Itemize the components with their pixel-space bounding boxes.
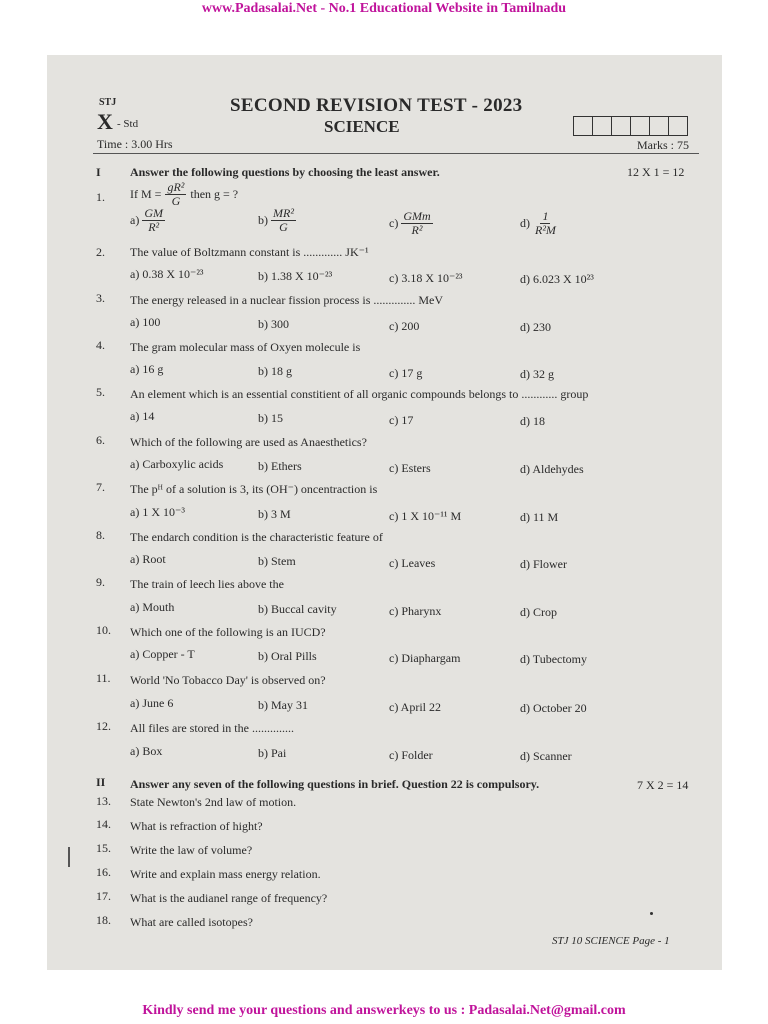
option-a: a) Carboxylic acids (130, 457, 224, 471)
question-text: The endarch condition is the characteristic feature of (130, 530, 383, 544)
option-b: b) 1.38 X 10⁻²³ (258, 269, 333, 283)
question-number: 2. (96, 245, 105, 259)
question-text: The energy released in a nuclear fission process is .............. MeV (130, 293, 444, 307)
question-number: 12. (96, 719, 111, 733)
option-c: c) 17 g (389, 366, 423, 380)
section1-marks: 12 X 1 = 12 (627, 165, 685, 179)
top-banner: www.Padasalai.Net - No.1 Educational Website in Tamilnadu (201, 1, 567, 16)
page-footer-tag: STJ 10 SCIENCE Page - 1 (552, 935, 670, 947)
roll-number-boxes (573, 116, 688, 136)
max-marks: Marks : 75 (637, 138, 689, 152)
question-number: 15. (96, 841, 111, 855)
q1-option-d (520, 210, 558, 237)
q1-a-fraction (142, 207, 165, 234)
question-text: World 'No Tobacco Day' is observed on? (130, 673, 326, 687)
question-text: The train of leech lies above the (130, 577, 284, 591)
option-a: a) Box (130, 744, 163, 758)
question-text: Which one of the following is an IUCD? (130, 625, 326, 639)
section2-marks: 7 X 2 = 14 (637, 778, 689, 792)
q1-b-den: G (279, 220, 288, 234)
option-d: d) Tubectomy (520, 652, 588, 666)
option-d: d) 11 M (520, 510, 559, 524)
question-text: Write the law of volume? (130, 843, 253, 857)
section2-number: II (96, 775, 106, 789)
question-number: 9. (96, 575, 105, 589)
option-c: c) April 22 (389, 700, 441, 714)
option-d: d) 6.023 X 10²³ (520, 272, 594, 286)
ink-speck (650, 912, 653, 915)
q1-d-den: R²M (535, 223, 556, 237)
option-c: c) Diaphargam (389, 651, 461, 665)
section1-number: I (96, 165, 101, 179)
q1-c-fraction (401, 210, 432, 237)
q1-a-den: R² (148, 220, 160, 234)
option-b: b) 15 (258, 411, 283, 425)
section1-instruction: Answer the following questions by choosing the least answer. (130, 165, 440, 179)
option-d: d) Aldehydes (520, 462, 584, 476)
q1-b-num: MR² (273, 206, 294, 220)
question-number: 14. (96, 817, 111, 831)
question-number: 16. (96, 865, 111, 879)
q1-post: then g = ? (190, 187, 239, 201)
option-a: a) 100 (130, 315, 161, 329)
question-text: What is the audianel range of frequency? (130, 891, 328, 905)
q1-b-label: b) (258, 213, 268, 227)
q1-a-num: GM (144, 206, 163, 220)
question-number: 6. (96, 433, 105, 447)
option-d: d) 18 (520, 414, 545, 428)
option-b: b) Ethers (258, 459, 302, 473)
q1-frac-num: gR² (167, 180, 185, 194)
margin-mark (68, 847, 70, 867)
q1-frac-den: G (171, 194, 181, 208)
header-divider (93, 153, 699, 154)
option-c: c) 1 X 10⁻¹¹ M (389, 509, 462, 523)
option-b: b) Oral Pills (258, 649, 317, 663)
question-number: 10. (96, 623, 111, 637)
question-number: 13. (96, 794, 111, 808)
exam-paper (47, 55, 722, 970)
q1-d-num: 1 (542, 209, 549, 223)
question-number: 3. (96, 291, 105, 305)
question-number: 17. (96, 889, 111, 903)
q1-number: 1. (96, 190, 105, 204)
paper-code: STJ (99, 97, 117, 108)
option-d: d) Scanner (520, 749, 572, 763)
option-b: b) 3 M (258, 507, 291, 521)
question-text: The pᴴ of a solution is 3, its (OH⁻) oncentraction is (130, 482, 378, 496)
question-number: 5. (96, 385, 105, 399)
question-number: 8. (96, 528, 105, 542)
option-b: b) Stem (258, 554, 296, 568)
q1-a-label: a) (130, 213, 140, 227)
time-duration: Time : 3.00 Hrs (97, 137, 173, 151)
option-a: a) 14 (130, 409, 155, 423)
option-c: c) 200 (389, 319, 420, 333)
option-a: a) 16 g (130, 362, 164, 376)
option-a: a) Copper - T (130, 647, 195, 661)
option-a: a) 1 X 10⁻³ (130, 505, 185, 519)
option-d: d) Flower (520, 557, 567, 571)
q1-d-label: d) (520, 216, 530, 230)
option-a: a) Mouth (130, 600, 175, 614)
q1-c-num: GMm (403, 209, 431, 223)
q1-c-label: c) (389, 216, 399, 230)
q1-stem (130, 181, 238, 208)
section2-instruction: Answer any seven of the following questions in brief. Question 22 is compulsory. (130, 777, 540, 791)
option-c: c) 17 (389, 413, 414, 427)
option-a: a) 0.38 X 10⁻²³ (130, 267, 204, 281)
q1-b-fraction (271, 207, 296, 234)
question-text: Write and explain mass energy relation. (130, 867, 321, 881)
question-text: State Newton's 2nd law of motion. (130, 795, 297, 809)
question-text: All files are stored in the .............. (130, 721, 294, 735)
option-d: d) Crop (520, 605, 557, 619)
standard-big: X (97, 109, 113, 134)
option-c: c) Esters (389, 461, 431, 475)
question-text: What is refraction of hight? (130, 819, 263, 833)
standard-small: - Std (117, 118, 139, 130)
option-c: c) Folder (389, 748, 433, 762)
q1-option-a (130, 207, 165, 234)
q1-option-c (389, 210, 433, 237)
question-text: An element which is an essential constitient of all organic compounds belongs to ............ group (130, 387, 589, 401)
question-text: What are called isotopes? (130, 915, 253, 929)
q1-option-b (258, 207, 296, 234)
option-d: d) 32 g (520, 367, 554, 381)
question-number: 7. (96, 480, 105, 494)
option-b: b) 300 (258, 317, 289, 331)
option-b: b) Buccal cavity (258, 602, 337, 616)
option-a: a) Root (130, 552, 166, 566)
q1-d-fraction (533, 210, 558, 237)
question-text: The gram molecular mass of Oxyen molecule is (130, 340, 361, 354)
option-d: d) October 20 (520, 701, 587, 715)
q1-pre: If M = (130, 187, 162, 201)
subject-title: SCIENCE (324, 117, 400, 136)
option-b: b) Pai (258, 746, 287, 760)
question-number: 11. (96, 671, 111, 685)
option-c: c) Leaves (389, 556, 436, 570)
bottom-banner: Kindly send me your questions and answerkeys to us : Padasalai.Net@gmail.com (142, 1003, 626, 1018)
question-text: Which of the following are used as Anaesthetics? (130, 435, 367, 449)
option-b: b) May 31 (258, 698, 308, 712)
q1-c-den: R² (411, 223, 423, 237)
exam-title: SECOND REVISION TEST - 2023 (230, 95, 523, 116)
option-a: a) June 6 (130, 696, 174, 710)
question-number: 4. (96, 338, 105, 352)
option-d: d) 230 (520, 320, 551, 334)
question-text: The value of Boltzmann constant is ............. JK⁻¹ (130, 245, 369, 259)
question-number: 18. (96, 913, 111, 927)
option-c: c) 3.18 X 10⁻²³ (389, 271, 463, 285)
option-c: c) Pharynx (389, 604, 442, 618)
option-b: b) 18 g (258, 364, 292, 378)
q1-fraction (165, 181, 186, 208)
